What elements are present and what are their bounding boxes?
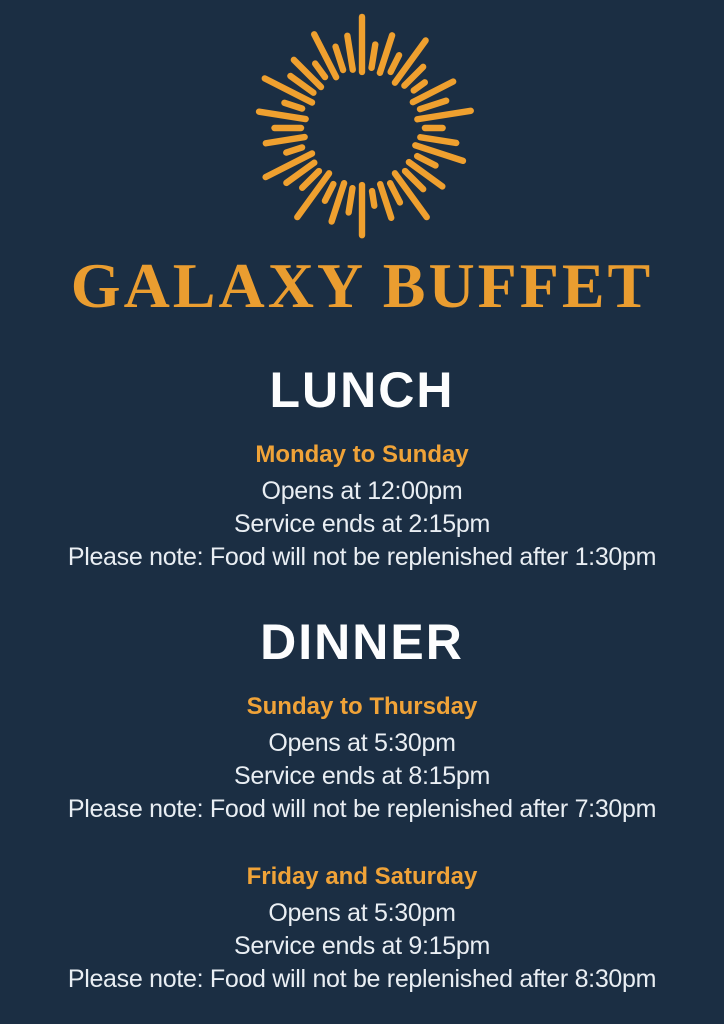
lunch-schedule xyxy=(0,440,724,574)
lunch-lines xyxy=(0,475,724,574)
dinner-weekend-days-label: Friday and Saturday xyxy=(246,863,478,890)
dinner-weekday-lines xyxy=(0,727,724,826)
lunch-section xyxy=(0,362,724,574)
dinner-weekend-service-ends-line: Service ends at 9:15pm xyxy=(233,932,491,960)
dinner-weekend-schedule xyxy=(0,862,724,996)
dinner-weekday-opens-line: Opens at 5:30pm xyxy=(268,729,456,757)
brand-title: GALAXY BUFFET xyxy=(70,250,654,321)
dinner-weekend-note-line: Please note: Food will not be replenished after 8:30pm xyxy=(67,965,657,993)
dinner-weekday-note-line: Please note: Food will not be replenished after 7:30pm xyxy=(67,795,657,823)
lunch-opens-line: Opens at 12:00pm xyxy=(261,477,463,505)
lunch-note-line: Please note: Food will not be replenished after 1:30pm xyxy=(67,543,657,571)
dinner-weekend-opens-line: Opens at 5:30pm xyxy=(268,899,456,927)
lunch-heading: LUNCH xyxy=(269,362,455,418)
lunch-service-ends-line: Service ends at 2:15pm xyxy=(233,510,491,538)
dinner-section xyxy=(0,614,724,996)
sunburst-icon xyxy=(244,10,480,246)
dinner-weekend-lines xyxy=(0,897,724,996)
dinner-weekday-schedule xyxy=(0,692,724,826)
dinner-weekday-days-label: Sunday to Thursday xyxy=(246,693,478,720)
lunch-days-label: Monday to Sunday xyxy=(255,441,469,468)
dinner-weekday-service-ends-line: Service ends at 8:15pm xyxy=(233,762,491,790)
dinner-heading: DINNER xyxy=(260,614,464,670)
